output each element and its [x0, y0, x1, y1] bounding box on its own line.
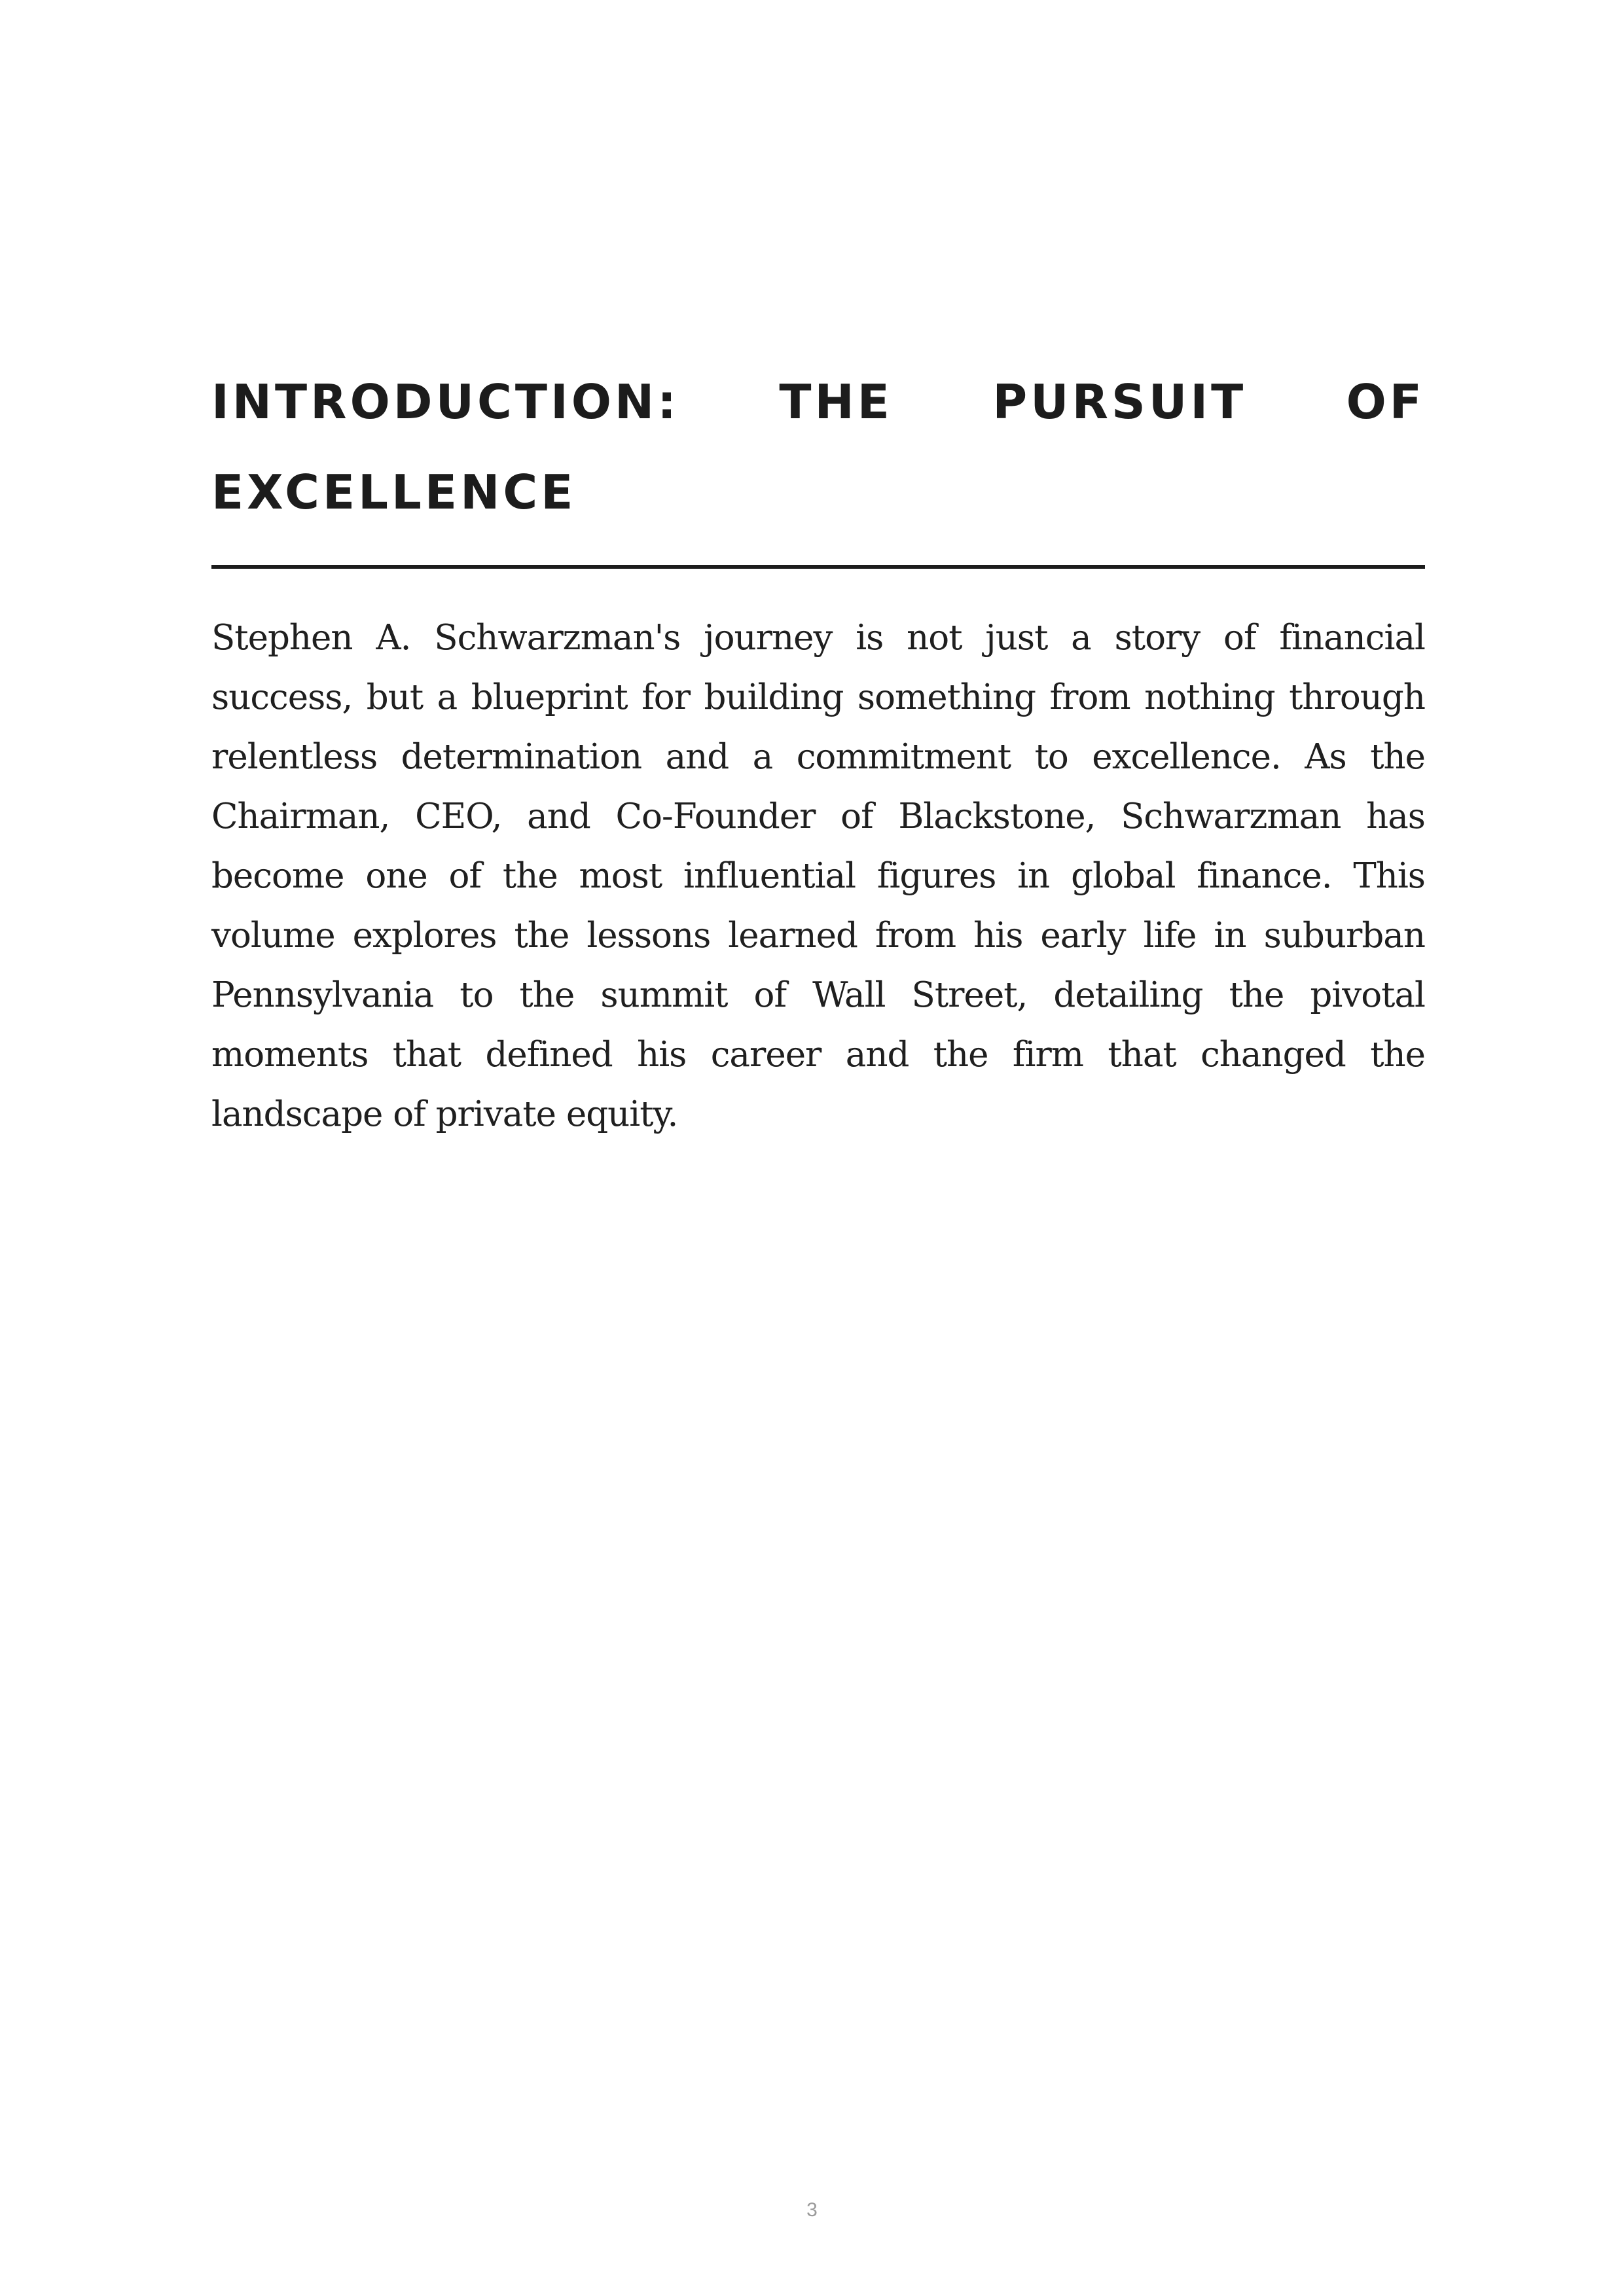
- section-heading: INTRODUCTION: THE PURSUIT OF EXCELLENCE: [211, 374, 1425, 520]
- heading-divider: [211, 565, 1425, 569]
- body-paragraph: Stephen A. Schwarzman's journey is not just a story of financial success, but a blueprint for building something from nothing through relentless determination and a commitment to excellence. As the Chairman, CEO, and Co-Founder of Blackstone, Schwarzman has become one of the most influential figures in global finance. This volume explores the lessons learned from his early life in suburban Pennsylvania to the summit of Wall Street, detailing the pivotal moments that defined his career and the firm that changed the landscape of private equity.: [211, 618, 1425, 1134]
- page-number: 3: [806, 2199, 818, 2221]
- section: [211, 357, 1425, 1144]
